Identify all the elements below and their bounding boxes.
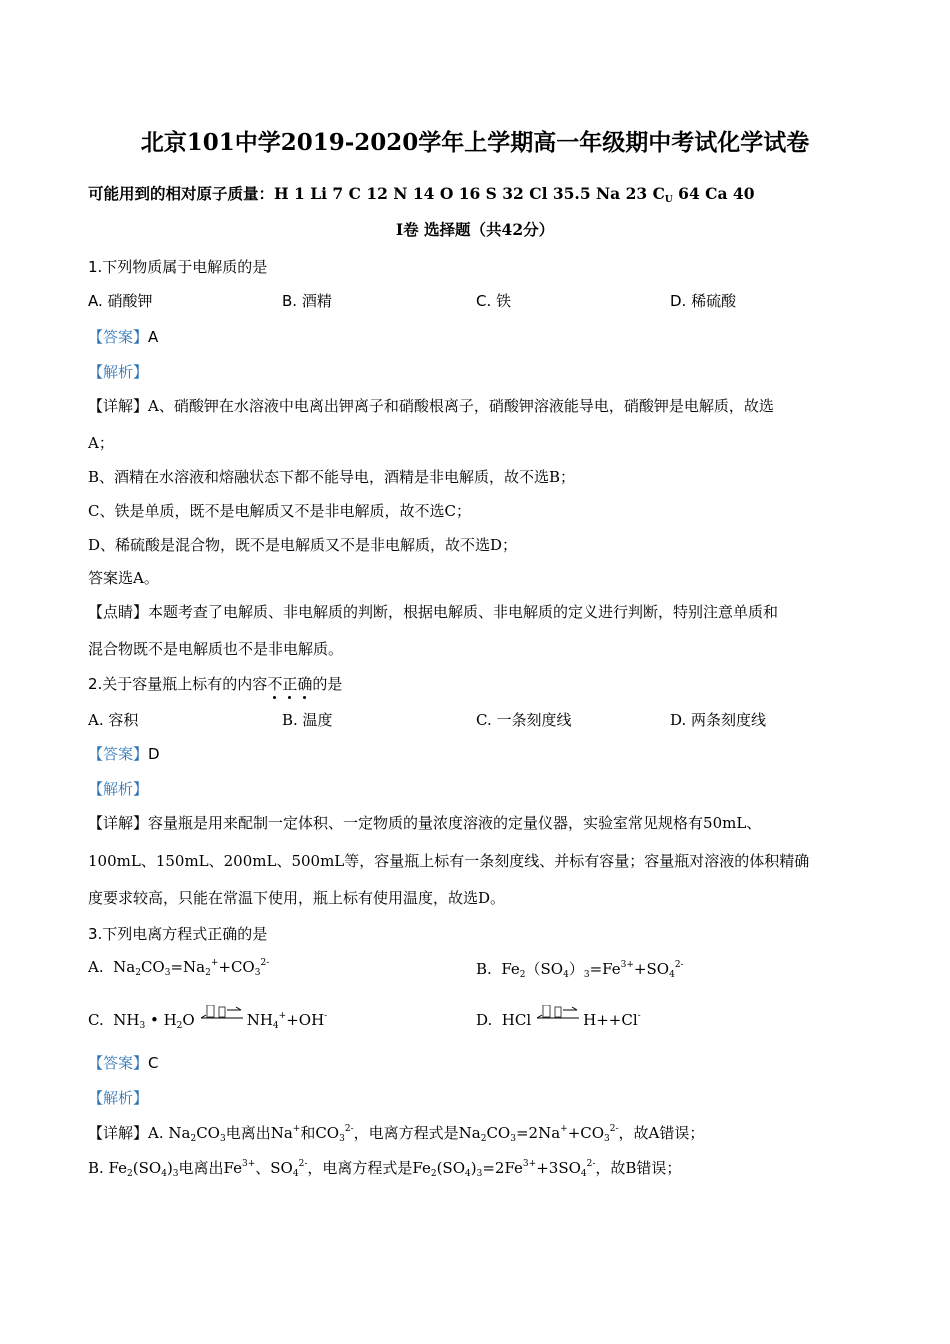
section-header: I卷 选择题（共42分） (395, 220, 555, 239)
q3-answer-value: C (148, 1054, 159, 1072)
q2-stem (88, 673, 342, 694)
q1-detail-1b: A； (88, 434, 114, 452)
q3-option-a: A. $Na_2CO_3=Na_2^++CO_3^{2-}$ (88, 958, 270, 978)
q3-option-c: C. $NH_3$ • $H_2O$ $NH_4^++OH^-$ (88, 1005, 327, 1029)
q2-option-d: D. 两条刻度线 (670, 711, 767, 729)
q2-stem-pre: 2.关于容量瓶上标有的内容 (88, 675, 268, 693)
reversible-arrow-icon (533, 1005, 581, 1021)
q2-answer-value: D (148, 745, 160, 763)
q1-comment-2: 混合物既不是电解质也不是非电解质。 (88, 640, 344, 658)
q1-stem: 1.下列物质属于电解质的是 (88, 258, 268, 276)
q1-detail-4: D、稀硫酸是混合物，既不是电解质又不是非电解质，故不选D； (88, 536, 518, 554)
q1-detail-5: 答案选A。 (88, 569, 159, 587)
atomic-mass-label: 可能用到的相对原子质量：H 1 Li 7 C 12 N 14 O 16 S 32 Cl 35.5 Na 23 C (88, 184, 665, 203)
answer-tag: 【答案】 (88, 1054, 149, 1072)
q3-answer (88, 1052, 159, 1073)
q1-option-a: A. 硝酸钾 (88, 292, 153, 310)
q3-analysis-tag: 【解析】 (88, 1089, 149, 1107)
q3-detail-a: 【详解】A. $Na_2CO_3$电离出Na+和$CO_3^{2-}$，电离方程式是$Na_2CO_3=2Na^++CO_3^{2-}$，故A错误； (88, 1124, 705, 1144)
detail-tag: 【详解】 (88, 397, 149, 415)
q1-option-d: D. 稀硫酸 (670, 292, 737, 310)
q1-detail-1 (88, 395, 774, 416)
detail-tag: 【详解】 (88, 1124, 149, 1142)
answer-tag: 【答案】 (88, 328, 149, 346)
detail-tag: 【详解】 (88, 814, 149, 832)
q2-detail-1 (88, 812, 761, 833)
q2-option-b: B. 温度 (282, 711, 333, 729)
answer-tag: 【答案】 (88, 745, 149, 763)
q3-option-d: D. HCl H++Cl- (476, 1005, 641, 1029)
q2-detail-1-text: 容量瓶是用来配制一定体积、一定物质的量浓度溶液的定量仪器，实验室常见规格有50mL、 (148, 814, 762, 832)
q1-option-c: C. 铁 (476, 292, 512, 310)
q3-option-b: B. $Fe_2(SO_4)_3=Fe^{3+}+SO_4^{2-}$ (476, 960, 684, 980)
q3-stem: 3.下列电离方程式正确的是 (88, 925, 268, 943)
comment-tag: 【点睛】 (88, 603, 149, 621)
q2-option-c: C. 一条刻度线 (476, 711, 572, 729)
q2-stem-post: 的是 (312, 675, 343, 693)
reversible-arrow-icon (197, 1005, 245, 1021)
emphasis-char: 正 (282, 675, 297, 693)
q1-answer (88, 326, 158, 347)
atomic-mass-tail: 64 Ca 40 (672, 184, 755, 203)
q2-detail-2: 100mL、150mL、200mL、500mL等，容量瓶上标有一条刻度线、并标有容量；容量瓶对溶液的体积精确 (88, 852, 810, 870)
q1-option-b: B. 酒精 (282, 292, 332, 310)
q1-comment-1 (88, 601, 778, 622)
q1-comment-1-text: 本题考查了电解质、非电解质的判断，根据电解质、非电解质的定义进行判断，特别注意单质和 (148, 603, 779, 621)
page-title: 北京101中学2019-2020学年上学期高一年级期中考试化学试卷 (140, 129, 810, 156)
q1-detail-3: C、铁是单质，既不是电解质又不是非电解质，故不选C； (88, 502, 471, 520)
q2-answer (88, 743, 160, 764)
q1-answer-value: A (148, 328, 159, 346)
q2-analysis-tag: 【解析】 (88, 780, 149, 798)
atomic-mass-line (88, 182, 755, 204)
q3-detail-b: B. $Fe_2(SO_4)_3$电离出$Fe^{3+}$、$SO_4^{2-}$，电离方程式是$Fe_2(SO_4)_3=2Fe^{3+}+3SO_4^{2-}$，故B错误； (88, 1159, 682, 1179)
emphasis-char: 确 (297, 675, 312, 693)
q1-analysis-tag: 【解析】 (88, 363, 149, 381)
q2-option-a: A. 容积 (88, 711, 139, 729)
q1-detail-1-text: A、硝酸钾在水溶液中电离出钾离子和硝酸根离子，硝酸钾溶液能导电，硝酸钾是电解质，故选 (148, 397, 774, 415)
atomic-mass-sub: U (664, 195, 673, 205)
q1-detail-2: B、酒精在水溶液和熔融状态下都不能导电，酒精是非电解质，故不选B； (88, 468, 576, 486)
q2-detail-3: 度要求较高，只能在常温下使用，瓶上标有使用温度，故选D。 (88, 889, 506, 907)
emphasis-char: 不 (267, 675, 282, 693)
